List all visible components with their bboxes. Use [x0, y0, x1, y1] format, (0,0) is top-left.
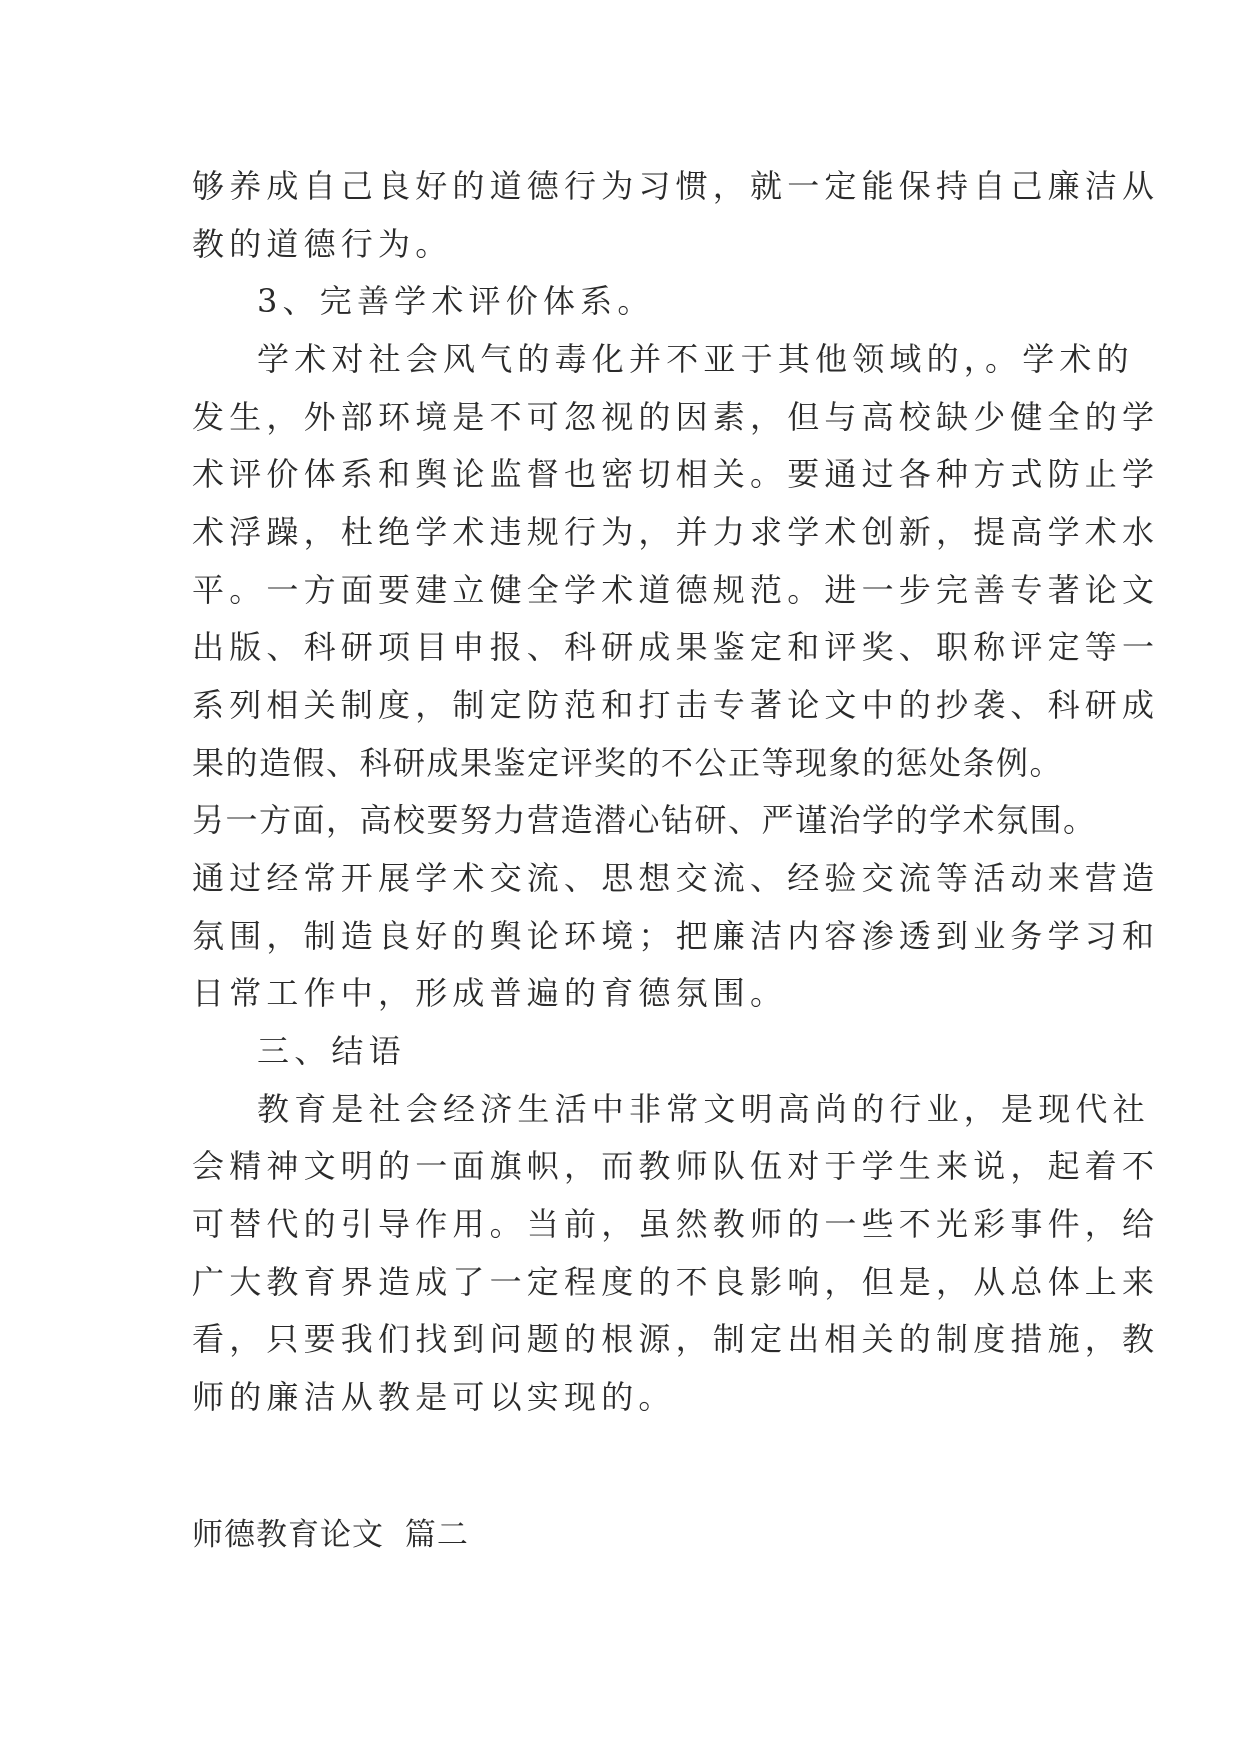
paragraph-line: 可替代的引导作用。当前，虽然教师的一些不光彩事件，给: [192, 1205, 1160, 1243]
paragraph-line: 通过经常开展学术交流、思想交流、经验交流等活动来营造: [192, 859, 1160, 897]
paragraph-line: 另一方面，高校要努力营造潜心钻研、严谨治学的学术氛围。: [192, 801, 1097, 839]
paragraph-line: 教的道德行为。: [192, 225, 453, 263]
paragraph-line: 师的廉洁从教是可以实现的。: [192, 1378, 676, 1416]
paragraph-line: 系列相关制度，制定防范和打击专著论文中的抄袭、科研成: [192, 686, 1160, 724]
paragraph-line: 教育是社会经济生活中非常文明高尚的行业，是现代社: [257, 1090, 1150, 1128]
paragraph-line: 平。一方面要建立健全学术道德规范。进一步完善专著论文: [192, 571, 1160, 609]
paragraph-line: 看，只要我们找到问题的根源，制定出相关的制度措施，教: [192, 1320, 1160, 1358]
paragraph-line: 术评价体系和舆论监督也密切相关。要通过各种方式防止学: [192, 455, 1160, 493]
paragraph-line: 氛围，制造良好的舆论环境；把廉洁内容渗透到业务学习和: [192, 917, 1160, 955]
paragraph-line: 够养成自己良好的道德行为习惯，就一定能保持自己廉洁从: [192, 167, 1160, 205]
section-heading: 三、结语: [257, 1032, 406, 1070]
paragraph-line: 果的造假、科研成果鉴定评奖的不公正等现象的惩处条例。: [192, 744, 1064, 782]
paragraph-line: 学术对社会风气的毒化并不亚于其他领域的，。学术的: [257, 340, 1134, 378]
paragraph-line: 术浮躁，杜绝学术违规行为，并力求学术创新，提高学术水: [192, 513, 1160, 551]
paragraph-line: 日常工作中，形成普遍的育德氛围。: [192, 974, 788, 1012]
subsection-heading: 3、完善学术评价体系。: [257, 282, 655, 320]
section-title: 师德教育论文 篇二: [192, 1517, 469, 1553]
paragraph-line: 出版、科研项目申报、科研成果鉴定和评奖、职称评定等一: [192, 628, 1160, 666]
paragraph-line: 发生，外部环境是不可忽视的因素，但与高校缺少健全的学: [192, 398, 1160, 436]
paragraph-line: 会精神文明的一面旗帜，而教师队伍对于学生来说，起着不: [192, 1147, 1160, 1185]
paragraph-line: 广大教育界造成了一定程度的不良影响，但是，从总体上来: [192, 1263, 1160, 1301]
